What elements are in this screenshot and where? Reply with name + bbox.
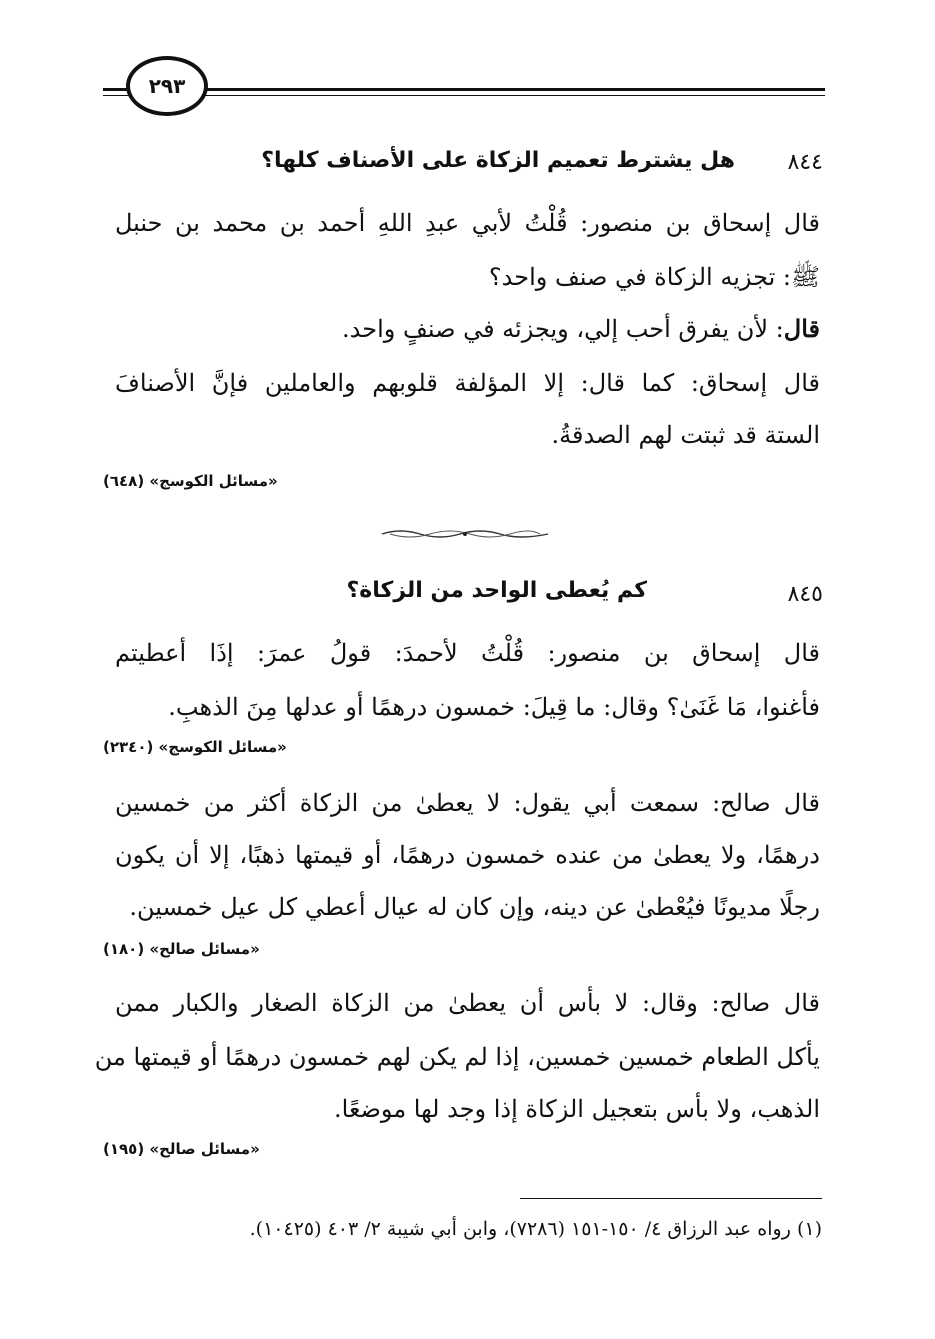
footnote [250,1218,822,1240]
footnote-marker: (١) [796,1218,822,1240]
footnote-rule [520,1198,822,1199]
paragraph-line: ﷺ: تجزيه الزكاة في صنف واحد؟ [488,263,820,291]
question-number: ٨٤٥ [787,582,823,607]
paragraph-line: فأغنوا، مَا غَنَىٰ؟ وقال: ما قِيلَ: خمسون درهمًا أو عدلها مِنَ الذهبِ. [168,693,820,721]
paragraph-line: قال إسحاق: كما قال: إلا المؤلفة قلوبهم والعاملين فإنَّ الأصنافَ [115,369,820,397]
paragraph-line: الذهب، ولا بأس بتعجيل الزكاة إذا وجد لها موضعًا. [334,1095,820,1123]
paragraph-line: قال إسحاق بن منصور: قُلْتُ لأحمدَ: قولُ عمرَ: إذَا أعطيتم [115,639,820,667]
paragraph-line: الستة قد ثبتت لهم الصدقةُ. [551,421,820,449]
header-rule [103,88,825,91]
page-number-badge [126,56,208,116]
speaker-label: قال [783,314,820,343]
source-citation: «مسائل الكوسج» (٦٤٨) [103,472,278,490]
paragraph-line: قال صالح: وقال: لا بأس أن يعطىٰ من الزكاة الصغار والكبار ممن [115,989,820,1017]
question-number: ٨٤٤ [787,150,823,175]
ornament-divider [380,528,550,540]
paragraph-line: قال إسحاق بن منصور: قُلْتُ لأبي عبدِ اللهِ أحمد بن محمد بن حنبل [115,209,820,237]
paragraph-line: رجلًا مديونًا فيُعْطىٰ عن دينه، وإن كان له عيال أعطي كل عيل خمسين. [129,893,820,921]
source-citation: «مسائل الكوسج» (٢٣٤٠) [103,738,287,756]
paragraph-line: درهمًا، ولا يعطىٰ من عنده خمسون درهمًا، أو قيمتها ذهبًا، إلا أن يكون [115,841,820,869]
question-title: كم يُعطى الواحد من الزكاة؟ [346,578,647,603]
header-rule-thin [103,95,825,96]
footnote-text: رواه عبد الرزاق ٤/ ١٥٠-١٥١ (٧٢٨٦)، وابن أبي شيبة ٢/ ٤٠٣ (١٠٤٢٥). [249,1218,791,1240]
paragraph-line: يأكل الطعام خمسين خمسين، إذا لم يكن لهم خمسون درهمًا أو قيمتها من [94,1043,820,1071]
paragraph-line: قال: لأن يفرق أحب إلي، ويجزئه في صنفٍ واحد. [342,314,820,343]
source-citation: «مسائل صالح» (١٨٠) [103,940,260,958]
question-title: هل يشترط تعميم الزكاة على الأصناف كلها؟ [261,148,735,173]
paragraph-line: قال صالح: سمعت أبي يقول: لا يعطىٰ من الزكاة أكثر من خمسين [115,789,821,817]
source-citation: «مسائل صالح» (١٩٥) [103,1140,260,1158]
page-number: ٢٩٣ [148,74,186,98]
